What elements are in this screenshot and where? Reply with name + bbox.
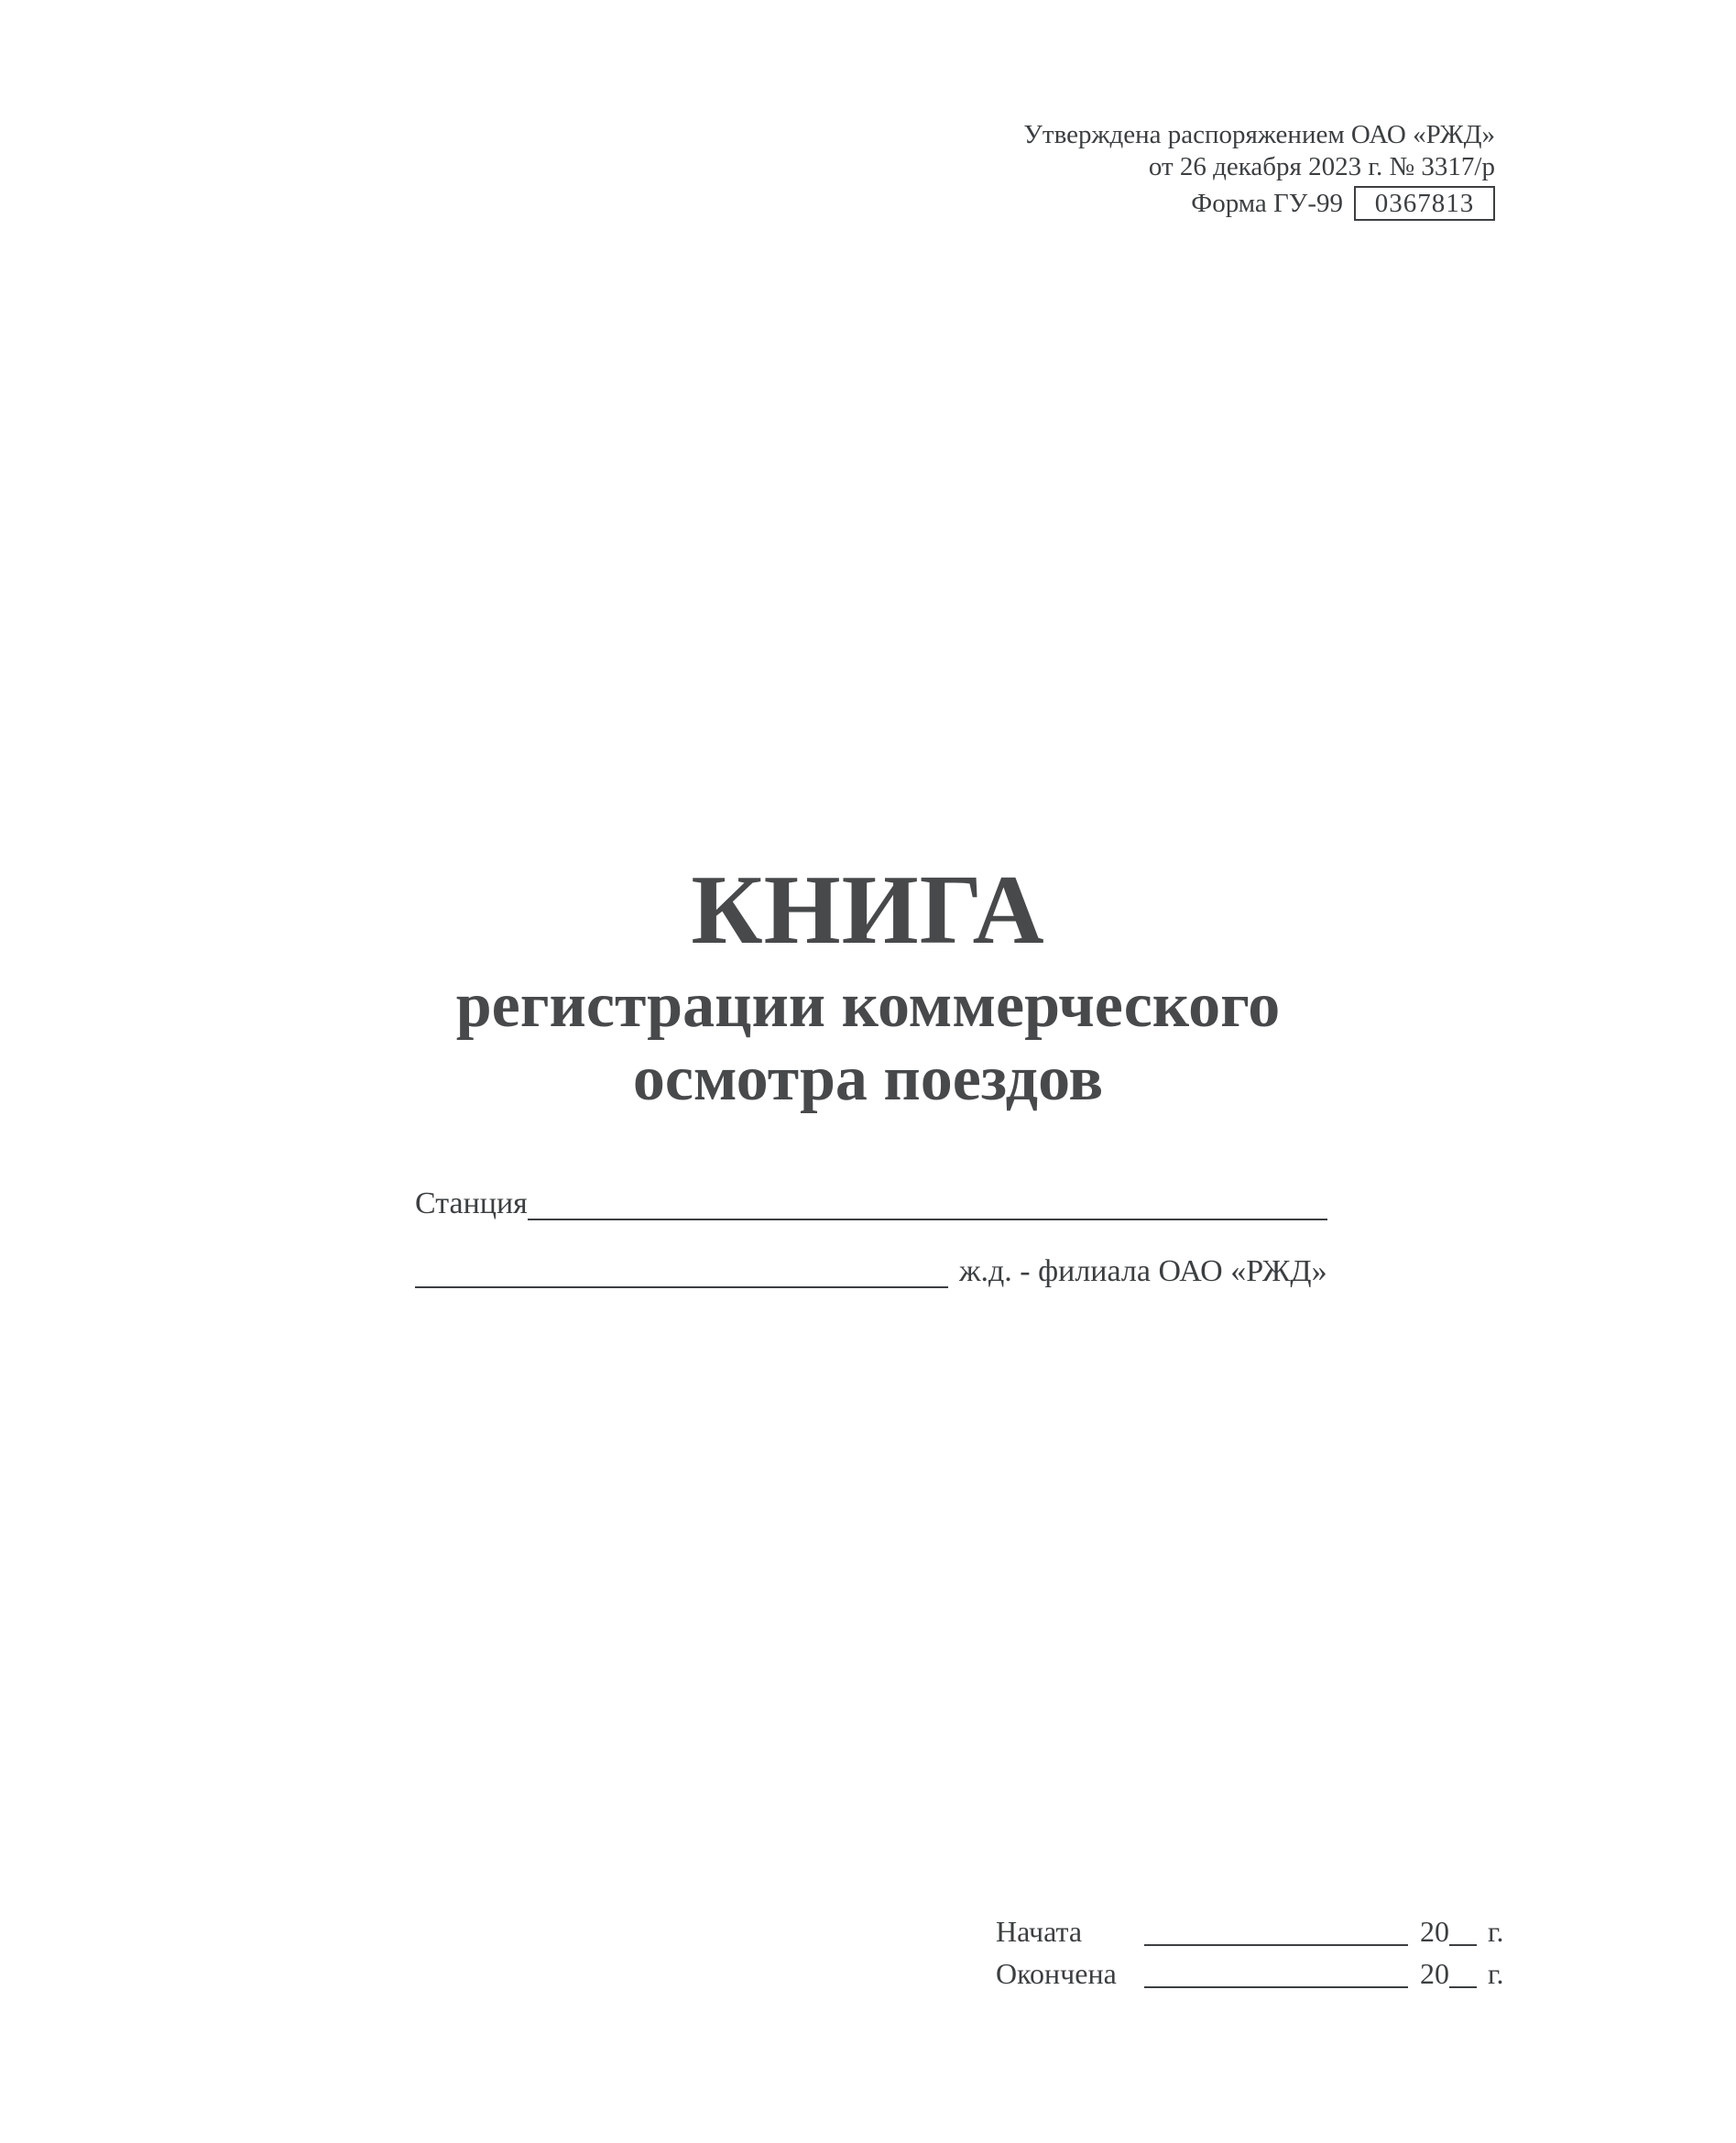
book-title: КНИГА	[691, 856, 1045, 965]
book-subtitle-line-1: регистрации коммерческого	[455, 970, 1281, 1041]
finished-year-suffix: г.	[1488, 1957, 1504, 1990]
station-row	[415, 1187, 1327, 1220]
approval-line-2: от 26 декабря 2023 г. № 3317/р	[1148, 152, 1495, 181]
railway-row	[415, 1255, 1327, 1288]
started-row	[996, 1917, 1504, 1946]
form-row	[1023, 186, 1495, 221]
dates-block	[996, 1917, 1504, 1988]
approval-line-1: Утверждена распоряжением ОАО «РЖД»	[1023, 120, 1495, 149]
finished-year-prefix: 20	[1420, 1957, 1449, 1990]
book-subtitle	[0, 969, 1736, 1116]
approval-block	[1023, 119, 1495, 221]
railway-suffix: ж.д. - филиала ОАО «РЖД»	[959, 1254, 1327, 1288]
started-year-line	[1449, 1939, 1477, 1946]
form-number: 0367813	[1374, 188, 1475, 218]
started-date-line	[1144, 1939, 1408, 1946]
finished-row	[996, 1959, 1504, 1988]
station-block	[415, 1187, 1327, 1288]
station-fill-line	[528, 1213, 1327, 1220]
title-block	[0, 856, 1736, 1116]
station-label: Станция	[415, 1186, 528, 1220]
form-number-box	[1354, 186, 1495, 221]
form-label: Форма ГУ-99	[1191, 188, 1343, 218]
finished-date-line	[1144, 1981, 1408, 1988]
finished-year-line	[1449, 1981, 1477, 1988]
started-year-suffix: г.	[1488, 1915, 1504, 1948]
started-label: Начата	[996, 1915, 1083, 1948]
railway-fill-line	[415, 1281, 948, 1288]
book-subtitle-line-2: осмотра поездов	[632, 1044, 1104, 1114]
finished-label: Окончена	[996, 1957, 1117, 1990]
started-year-prefix: 20	[1420, 1915, 1449, 1948]
